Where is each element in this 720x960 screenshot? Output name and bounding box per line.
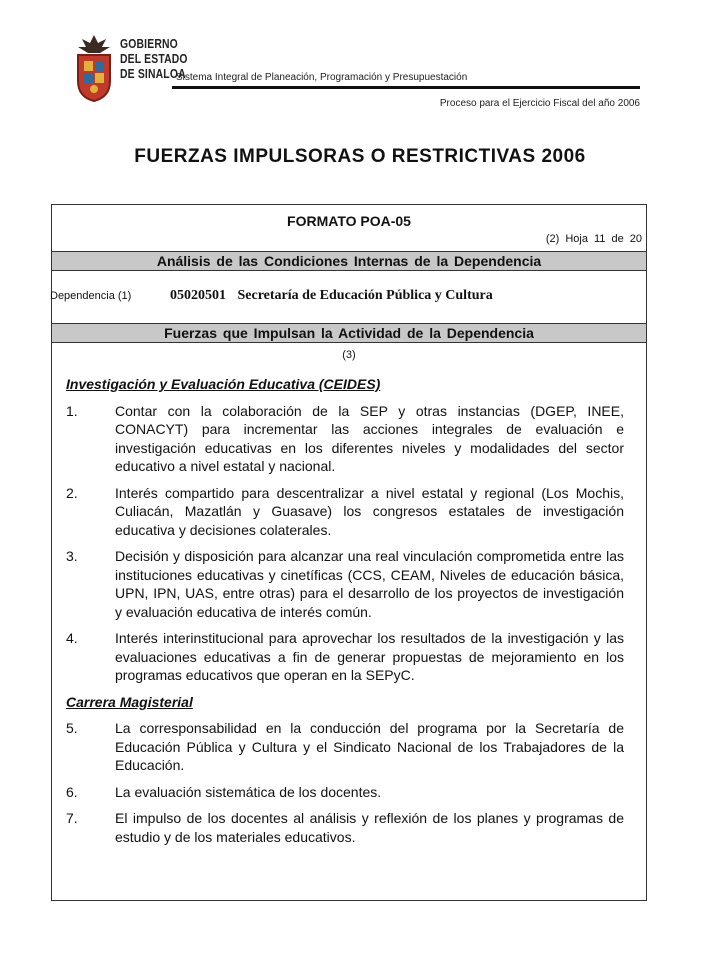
item-text: La corresponsabilidad en la conducción del programa por la Secretaría de Educación Pública y Cultura y el Sindicato Nacional de los Trabajadores de la Educación. <box>115 720 624 773</box>
item-number: 1. <box>66 402 78 419</box>
item-number: 6. <box>66 783 78 800</box>
item-number: 5. <box>66 720 78 736</box>
header-rule <box>172 86 640 89</box>
form-box <box>51 204 647 901</box>
item-number: 3. <box>66 548 78 564</box>
list-item <box>66 719 624 775</box>
item-number: 7. <box>66 810 78 826</box>
field-reference: (3) <box>342 349 356 361</box>
coat-of-arms-icon <box>70 33 118 103</box>
item-text: Interés interinstitucional para aprovechar los resultados de la investigación y las evaluaciones educativas a fin de generar propuestas de mejoramiento en los programas educativos que operan en la SEPyC. <box>115 630 624 683</box>
item-text: El impulso de los docentes al análisis y reflexión de los planes y programas de estudio y de los materiales educativos. <box>115 810 624 845</box>
system-title: Sistema Integral de Planeación, Programación y Presupuestación <box>176 72 468 83</box>
list-item <box>66 809 624 846</box>
form-code: FORMATO POA-05 <box>287 213 411 229</box>
dependencia-name: Secretaría de Educación Pública y Cultura <box>237 288 493 303</box>
page-title: FUERZAS IMPULSORAS O RESTRICTIVAS 2006 <box>134 146 586 167</box>
item-text: Contar con la colaboración de la SEP y otras instancias (DGEP, INEE, CONACYT) para incrementar las acciones integrales de evaluación e investigación educativas en los diferentes niveles y modalidades del sector educativo a nivel estatal y nacional. <box>115 402 624 474</box>
list-item <box>66 402 624 476</box>
item-text: Decisión y disposición para alcanzar una real vinculación comprometida entre las instituciones educativas y cinetíficas (CCS, CEAM, Niveles de educación básica, UPN, IPN, UAS, entre otras) para el desarrollo de los proyectos de investigación y evaluación educativa de interés común. <box>115 548 624 620</box>
government-logo-text: GOBIERNO DEL ESTADO DE SINALOA <box>120 36 188 81</box>
list-item <box>66 629 624 685</box>
dependencia-label: Dependencia (1) <box>50 290 132 302</box>
section-header-internal-analysis: Análisis de las Condiciones Internas de la Dependencia <box>52 251 646 271</box>
group-title: Carrera Magisterial <box>66 693 193 710</box>
dependencia-code: 05020501 <box>170 288 226 303</box>
dependencia-value <box>170 288 493 304</box>
section-header-driving-forces: Fuerzas que Impulsan la Actividad de la Dependencia <box>52 323 646 343</box>
list-item <box>66 484 624 540</box>
process-subtitle: Proceso para el Ejercicio Fiscal del año 2006 <box>439 98 640 109</box>
list-item <box>66 783 624 802</box>
list-item <box>66 547 624 621</box>
group-title: Investigación y Evaluación Educativa (CEIDES) <box>66 376 381 392</box>
page-info: (2) Hoja 11 de 20 <box>545 233 642 245</box>
item-number: 4. <box>66 630 78 646</box>
item-text: Interés compartido para descentralizar a nivel estatal y regional (Los Mochis, Culiacán, Mazatlán y Guasave) los congresos estatales de investigación educativa y decisiones colaterales. <box>115 484 624 538</box>
item-number: 2. <box>66 484 78 501</box>
forces-list <box>66 375 624 854</box>
item-text: La evaluación sistemática de los docentes. <box>115 783 382 800</box>
